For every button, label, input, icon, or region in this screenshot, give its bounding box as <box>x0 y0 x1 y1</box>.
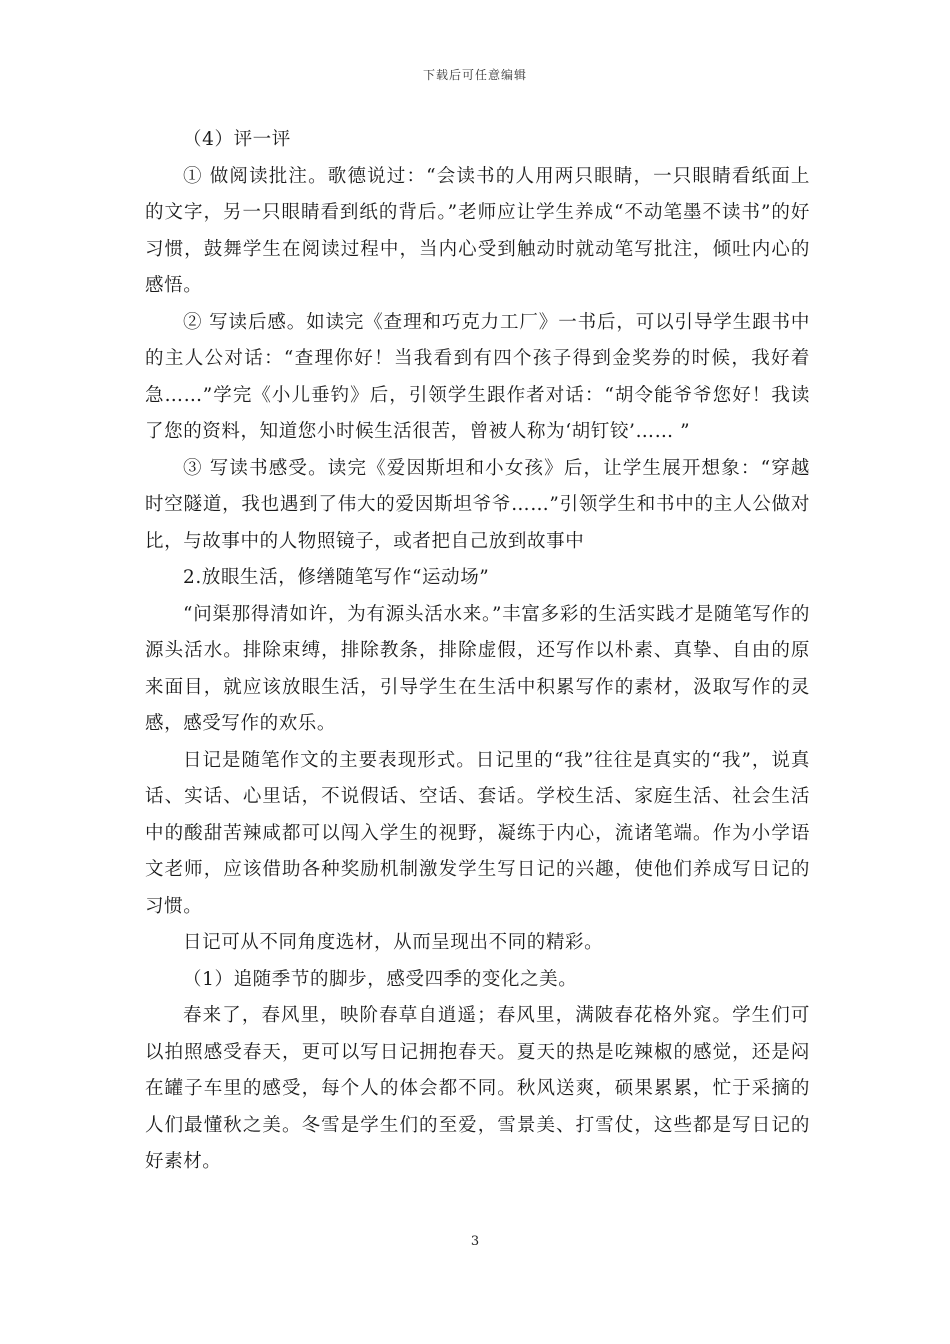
paragraph-reading-response: ② 写读后感。如读完《查理和巧克力工厂》一书后，可以引导学生跟书中的主人公对话：“查理你好！当我看到有四个孩子得到金奖券的时候，我好着急……”学完《小儿垂钓》后，引领学生跟作者对话：“胡令能爷爷您好！我读了您的资料，知道您小时候生活很苦，曾被人称为‘胡钉铰’…… ” <box>145 311 810 442</box>
paragraph-heading-seasons: （1）追随季节的脚步，感受四季的变化之美。 <box>183 968 578 990</box>
paragraph-diary-topics: 日记可从不同角度选材，从而呈现出不同的精彩。 <box>183 932 604 953</box>
paragraph-diary: 日记是随笔作文的主要表现形式。日记里的“我”往往是真实的“我”，说真话、实话、心里话，不说假话、空话、套话。学校生活、家庭生活、社会生活中的酸甜苦辣咸都可以闯入学生的视野，凝练于内心，流诸笔端。作为小学语文老师，应该借助各种奖励机制激发学生写日记的兴趣，使他们养成写日记的习惯。 <box>145 749 810 917</box>
paragraph-heading-evaluate: （4）评一评 <box>183 129 291 150</box>
page-header: 下载后可任意编辑 <box>422 68 527 82</box>
paragraph-heading-life: 2.放眼生活，修缮随笔写作“运动场” <box>183 567 490 588</box>
paragraph-reading-feelings: ③ 写读书感受。读完《爱因斯坦和小女孩》后，让学生展开想象：“穿越时空隧道，我也遇到了伟大的爱因斯坦爷爷……”引领学生和书中的主人公做对比，与故事中的人物照镜子，或者把自己放到故事中 <box>145 457 810 552</box>
paragraph-annotation: ① 做阅读批注。歌德说过：“会读书的人用两只眼睛，一只眼睛看纸面上的文字，另一只眼睛看到纸的背后。”老师应让学生养成“不动笔墨不读书”的好习惯，鼓舞学生在阅读过程中，当内心受到触动时就动笔写批注，倾吐内心的感悟。 <box>145 165 810 296</box>
document-body <box>145 122 810 1181</box>
paragraph-life-source: “问渠那得清如许，为有源头活水来。”丰富多彩的生活实践才是随笔写作的源头活水。排除束缚，排除教条，排除虚假，还写作以朴素、真挚、自由的原来面目，就应该放眼生活，引导学生在生活中积累写作的素材，汲取写作的灵感，感受写作的欢乐。 <box>145 603 810 734</box>
paragraph-seasons: 春来了，春风里，映阶春草自逍遥；春风里，满陂春花格外窕。学生们可以拍照感受春天，更可以写日记拥抱春天。夏天的热是吃辣椒的感觉，还是闷在罐子车里的感受，每个人的体会都不同。秋风送爽，硕果累累，忙于采摘的人们最懂秋之美。冬雪是学生们的至爱，雪景美、打雪仗，这些都是写日记的好素材。 <box>145 1005 810 1172</box>
page-number: 3 <box>470 1234 480 1249</box>
